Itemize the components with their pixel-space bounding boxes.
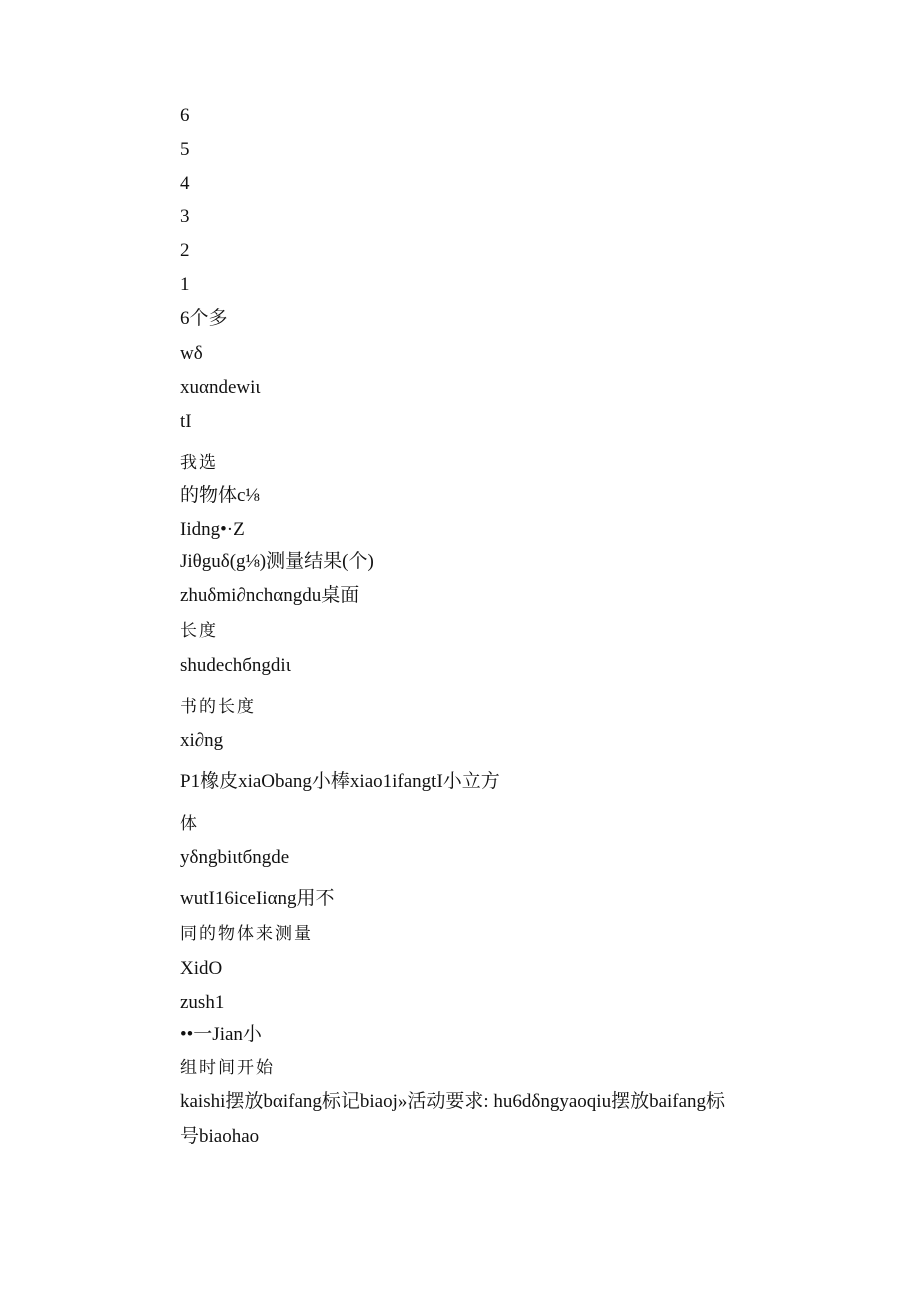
text-line: XidO xyxy=(180,958,223,979)
text-line: shudechбngdiι xyxy=(180,655,291,676)
text-line: 3 xyxy=(180,206,190,227)
text-line: zhuδmi∂nchαngdu桌面 xyxy=(180,585,360,606)
text-line: 1 xyxy=(180,274,190,295)
text-line: 同的物体来测量 xyxy=(180,924,313,944)
text-line: 体 xyxy=(180,814,199,834)
text-line: 我选 xyxy=(180,453,218,473)
text-line: 长度 xyxy=(180,621,218,641)
text-line: 4 xyxy=(180,173,190,194)
text-line: 2 xyxy=(180,240,190,261)
text-line: 5 xyxy=(180,139,190,160)
text-line: 号biaohao xyxy=(180,1126,260,1147)
text-line: kaishi摆放bαifang标记biaoj»活动要求: hu6dδngyaoqiu摆放baifang标 xyxy=(180,1091,726,1112)
text-line: yδngbiιtбngde xyxy=(180,847,290,868)
text-line: wδ xyxy=(180,343,203,364)
text-line: xuαndewiι xyxy=(180,377,261,398)
text-line: P1橡皮xiaObang小棒xiao1ifangtI小立方 xyxy=(180,771,500,792)
text-line: ••一Jian小 xyxy=(180,1024,262,1045)
text-line: 6个多 xyxy=(180,308,228,329)
text-line: xi∂ng xyxy=(180,730,224,751)
text-line: Jiθguδ(g⅛)测量结果(个) xyxy=(180,551,374,572)
text-line: zush1 xyxy=(180,992,225,1013)
text-line: Iidng•·Z xyxy=(180,519,245,540)
text-line: 组时间开始 xyxy=(180,1058,275,1078)
text-line: 的物体c⅛ xyxy=(180,485,260,506)
text-line: 6 xyxy=(180,105,190,126)
text-line: tI xyxy=(180,411,192,432)
text-line: 书的长度 xyxy=(180,697,256,717)
text-line: wutI16iceIiαng用不 xyxy=(180,888,335,909)
